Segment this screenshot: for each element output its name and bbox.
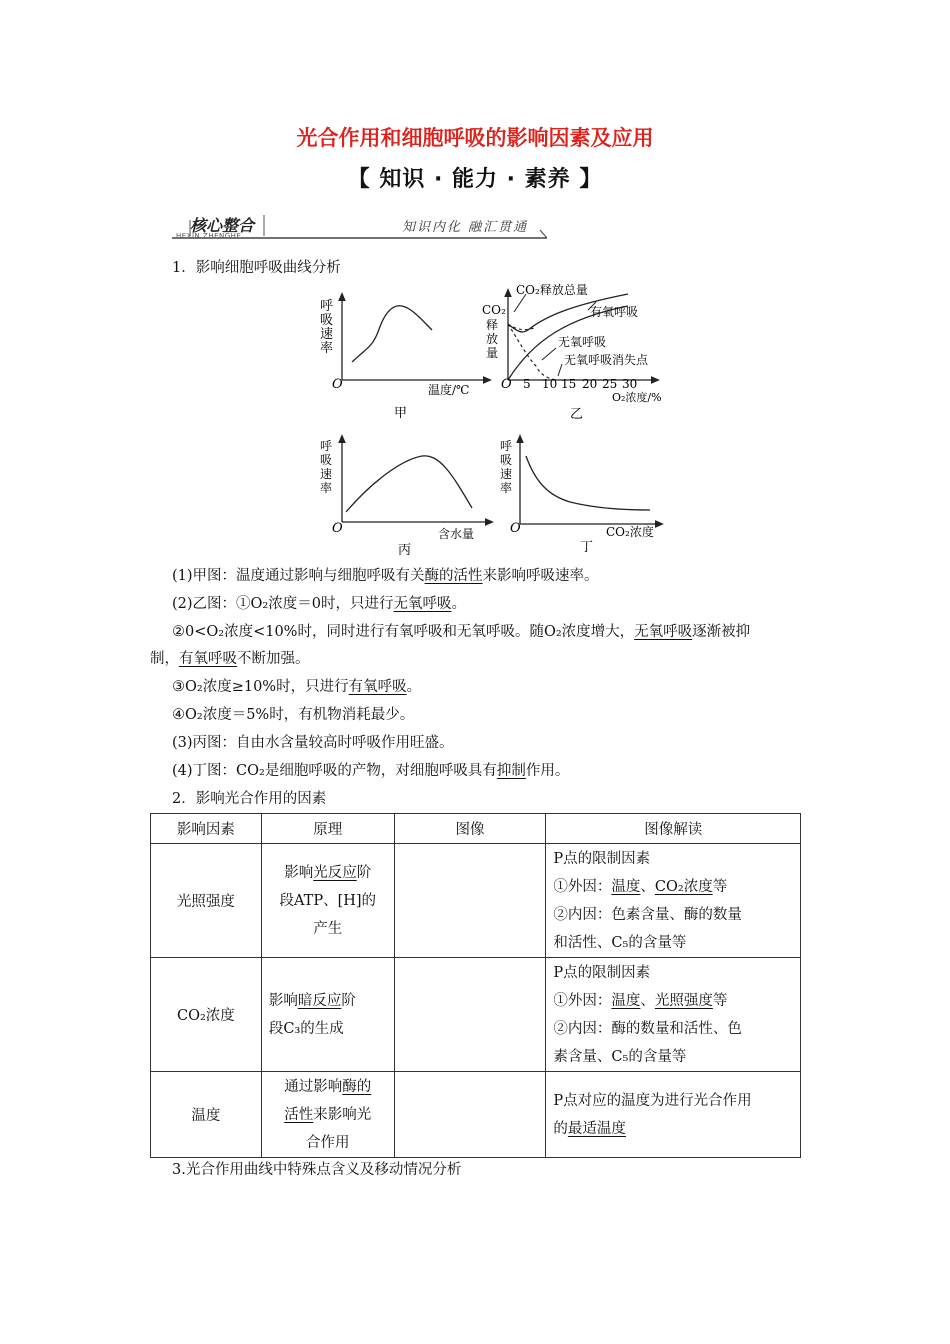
page-title: 光合作用和细胞呼吸的影响因素及应用 [296,126,654,150]
table-cell-factor: 光照强度 [151,844,262,958]
graph-yi-origin: O [501,377,512,392]
graph-yi-ylabel: CO₂ 释放量 [482,303,506,360]
table-header-principle: 原理 [261,814,394,844]
graph-yi-xlabel: O₂浓度/% [612,391,662,404]
interp-keyword: 最适温度 [567,1120,626,1137]
analysis-4-keyword: 有氧呼吸 [348,679,407,695]
graph-jia-caption: 甲 [394,406,408,421]
interp-text: ②内因：酶的数量和活性、色 [553,1020,742,1037]
analysis-line-3-cont [150,647,310,668]
interp-text: 素含量、C₅的含量等 [553,1048,687,1065]
table-header-image: 图像 [394,814,546,844]
analysis-1-text: (1)甲图：温度通过影响与细胞呼吸有关 [172,568,425,584]
graph-bing-origin: O [332,521,343,536]
graph-jia-ylabel: 呼吸速率 [320,299,334,356]
analysis-line-6: (3)丙图：自由水含量较高时呼吸作用旺盛。 [172,735,454,751]
graph-yi-label-anaerobic: 无氧呼吸 [558,335,607,349]
graph-jia-xlabel: 温度/℃ [428,383,470,397]
banner-subtitle: HEXIN ZHENGHE [176,232,242,240]
graph-yi [478,280,678,425]
table-header-factor: 影响因素 [151,814,262,844]
graph-yi-label-aerobic: 有氧呼吸 [590,305,639,319]
principle-keyword: 光反应 [313,864,357,881]
principle-keyword: 暗反应 [297,992,342,1009]
analysis-3-text: ②0<O₂浓度<10%时，同时进行有氧呼吸和无氧呼吸。随O₂浓度增大， [172,624,635,640]
graph-yi-tick-25: 25 [602,377,618,391]
interp-text: P点的限制因素 [553,850,651,867]
analysis-2-keyword: 无氧呼吸 [393,596,452,612]
table-cell-factor: CO₂浓度 [151,958,262,1072]
analysis-4-tail: 。 [406,679,422,695]
interp-text: 、 [640,992,655,1009]
table-cell-image [394,1072,546,1158]
interp-keyword: 光照强度 [654,992,713,1009]
analysis-3-keyword: 无氧呼吸 [634,624,693,640]
graph-jia-curve [352,306,432,362]
analysis-3-cont-text: 制， [150,651,179,667]
principle-text: 影响 [284,864,314,881]
interp-text: 等 [712,878,728,895]
interp-keyword: CO₂浓度 [654,878,713,895]
analysis-7-keyword: 抑制 [496,763,526,779]
graph-yi-tick-10: 10 [542,377,558,391]
graph-yi-tick-30: 30 [622,377,638,391]
graph-jia [310,292,495,422]
table-row [151,844,801,958]
table-cell-interpretation [546,1072,801,1158]
graph-ding-ylabel: 呼吸速率 [500,439,513,495]
graph-yi-anaerobic-curve [508,324,556,380]
banner-title: 核心整合 [190,216,255,235]
interp-keyword: 温度 [611,992,641,1009]
principle-text: 阶 [341,992,356,1009]
interp-text: P点对应的温度为进行光合作用 [553,1092,752,1109]
section-2-heading: 2．影响光合作用的因素 [172,791,327,807]
graph-bing-curve [346,456,472,512]
table-cell-interpretation [546,844,801,958]
analysis-2-text: (2)乙图：①O₂浓度＝0时，只进行 [172,596,394,612]
interp-keyword: 温度 [611,878,641,895]
table-row [151,1072,801,1158]
graph-bing-caption: 丙 [398,543,412,558]
analysis-line-1 [172,564,599,585]
analysis-line-5: ④O₂浓度＝5%时，有机物消耗最少。 [172,707,415,723]
table-header-row [151,814,801,844]
analysis-line-4 [172,675,421,696]
table-cell-principle [261,958,394,1072]
analysis-4-text: ③O₂浓度≥10%时，只进行 [172,679,349,695]
section-3-heading: 3.光合作用曲线中特殊点含义及移动情况分析 [172,1162,462,1178]
principle-text: 产生 [313,920,343,937]
graph-yi-tick-5: 5 [523,377,531,391]
graph-bing-ylabel: 呼吸速率 [320,439,333,495]
analysis-3-tail: 逐渐被抑 [692,624,751,640]
table-cell-image [394,844,546,958]
analysis-1-keyword: 酶的活性 [424,568,483,584]
table-cell-principle [261,844,394,958]
interp-text: P点的限制因素 [553,964,651,981]
table-cell-principle [261,1072,394,1158]
graph-ding-curve [526,456,650,510]
graph-ding-origin: O [510,521,521,536]
graph-yi-caption: 乙 [570,407,584,422]
graph-yi-label-total: CO₂释放总量 [516,283,588,297]
graph-yi-tick-20: 20 [582,377,598,391]
photosynthesis-factors-table [150,813,801,1158]
graph-bing-xlabel: 含水量 [438,527,475,541]
analysis-line-7 [172,759,569,780]
table-header-interpretation: 图像解读 [546,814,801,844]
principle-text: 段C₃的生成 [268,1020,344,1037]
table-row [151,958,801,1072]
graph-ding-caption: 丁 [580,540,594,555]
principle-text: 段ATP、[H]的 [279,892,377,909]
analysis-3-cont-tail: 不断加强。 [237,651,310,667]
graph-jia-origin: O [332,377,343,392]
analysis-line-2 [172,592,466,613]
interp-text: ①外因： [553,878,612,895]
graph-ding-xlabel: CO₂浓度 [606,525,654,539]
analysis-2-tail: 。 [451,596,466,612]
principle-text: 阶 [356,864,372,881]
analysis-7-text: (4)丁图：CO₂是细胞呼吸的产物，对细胞呼吸具有 [172,763,497,779]
interp-text: 等 [712,992,728,1009]
page-subtitle: 【 知识 · 能力 · 素养 】 [347,167,603,192]
table-cell-image [394,958,546,1072]
interp-text: 、 [640,878,655,895]
principle-text: 来影响光 [313,1106,372,1123]
interp-text: ①外因： [553,992,612,1009]
analysis-line-3 [172,620,750,641]
interp-text: 的 [553,1120,568,1137]
analysis-3-cont-keyword: 有氧呼吸 [179,651,237,667]
principle-text: 合作用 [306,1134,350,1151]
graph-bing [310,434,495,559]
principle-text: 通过影响 [284,1078,343,1095]
banner-motto: 知识内化 融汇贯通 [402,220,529,235]
analysis-1-tail: 来影响呼吸速率。 [482,568,599,584]
table-cell-factor: 温度 [151,1072,262,1158]
interp-text: 和活性、C₅的含量等 [553,934,687,951]
analysis-7-tail: 作用。 [525,763,570,779]
interp-text: ②内因：色素含量、酶的数量 [553,906,742,923]
principle-keyword: 酶的 [342,1078,372,1095]
table-cell-interpretation [546,958,801,1072]
graph-ding [494,434,664,559]
section-1-heading: 1．影响细胞呼吸曲线分析 [172,260,341,276]
graph-yi-label-vanish: 无氧呼吸消失点 [564,353,649,367]
graph-yi-tick-15: 15 [561,377,577,391]
principle-keyword: 活性 [284,1106,314,1123]
principle-text: 影响 [268,992,298,1009]
